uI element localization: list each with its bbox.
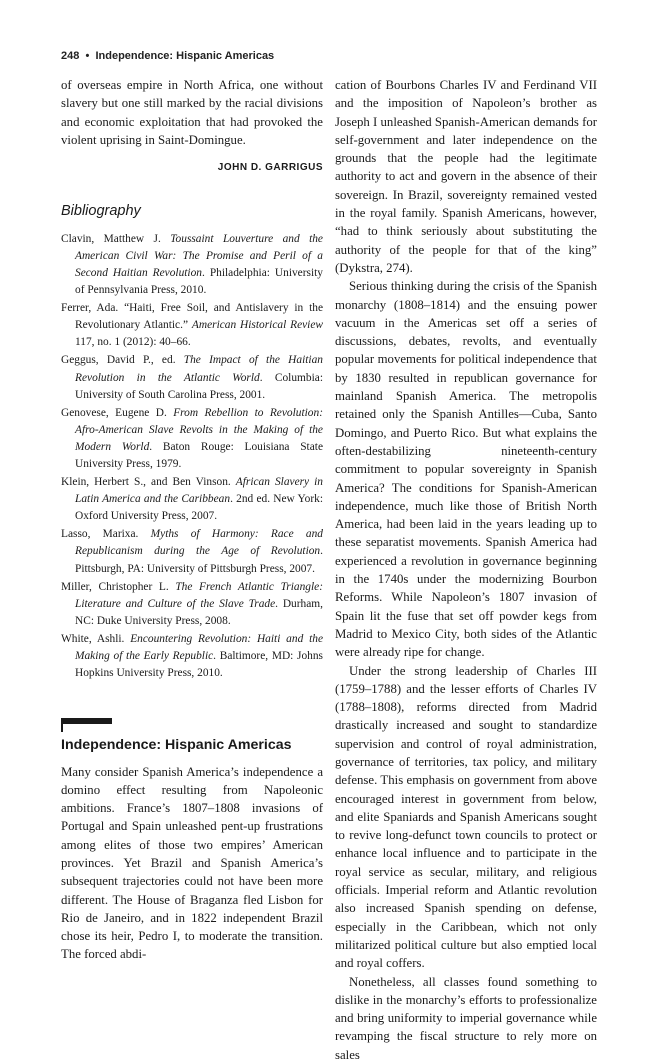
continuation-paragraph: of overseas empire in North Africa, one without slavery but one still marked by the racial divisions and economic exploitation that had provoked the violent uprising in Saint-Domingue.	[61, 78, 323, 147]
section-rule	[61, 718, 323, 730]
body-paragraph: Serious thinking during the crisis of the Spanish monarchy (1808–1814) and the ensuing power vacuum in the Americas set off a series of discussions, debates, revolts, and eventually popular movements for political independence that by 1830 resulted in republican governance for mainland Spanish America. The metropolis retained only the Spanish Antilles—Cuba, Santo Domingo, and Puerto Rico. But what explains the often-destabilizing nineteenth-century commitment to popular sovereignty in Spanish America? The conditions for Spanish-American independence, much like those of British North America, had been laid in the years leading up to these separatist movements. Spanish America had experienced a revolution in governance beginning in the 1740s under the modernizing Bourbon Reforms. While Napoleon’s 1807 invasion of Spain lit the fuse that set off powder kegs from Madrid to Mexico City, both sides of the Atlantic were already ripe for change.	[335, 279, 597, 660]
bibliography-entry	[61, 300, 323, 351]
bib-entry-publication: . Baltimore, MD: Johns Hopkins University Press, 2010.	[75, 650, 323, 680]
bibliography-entry	[61, 631, 323, 682]
section-rule-tick	[61, 718, 63, 732]
bib-entry-publication: . Baton Rouge: Louisiana State University Press, 1979.	[75, 440, 323, 470]
bibliography-entry	[61, 231, 323, 299]
bib-entry-publication: . 2nd ed. New York: Oxford University Press, 2007.	[75, 493, 323, 523]
bib-entry-publication: . Philadelphia: University of Pennsylvania Press, 2010.	[75, 266, 323, 297]
bibliography-entry	[61, 405, 323, 473]
body-paragraph: Nonetheless, all classes found something to dislike in the monarchy’s efforts to professionalize and bring uniformity to imperial governance while revamping the fiscal structure to rely more on sales	[335, 974, 597, 1062]
bib-entry-title: From Rebellion to Revolution: Afro-American Slave Revolts in the Making of the Modern World	[75, 406, 323, 453]
bibliography-entry	[61, 474, 323, 525]
running-title: Independence: Hispanic Americas	[95, 50, 275, 62]
bibliography-entry	[61, 579, 323, 630]
running-head	[61, 50, 274, 62]
bib-entry-title: The French Atlantic Triangle: Literature and Culture of the Slave Trade	[75, 580, 324, 610]
bib-entry-title: Toussaint Louverture and the American Civil War: The Promise and Peril of a Second Haitian Revolution	[75, 232, 323, 279]
body-paragraph: cation of Bourbons Charles IV and Ferdinand VII and the imposition of Napoleon’s brother as Joseph I unleashed Spanish-American demands for self-government and later independence on the grounds that the people had the legitimate authority to act and govern in the absence of their sovereign. In Brazil, sovereignty remained vested in the royal family. Spanish Americans, however, “had to think seriously about substituting the authority of the people for that of the king” (Dykstra, 274).	[335, 78, 597, 275]
bib-entry-publication: . Columbia: University of South Carolina Press, 2001.	[75, 371, 323, 401]
section-heading: Independence: Hispanic Americas	[61, 737, 292, 754]
bibliography-heading: Bibliography	[61, 203, 141, 220]
bib-entry-title: American Historical Review	[191, 319, 323, 332]
bib-entry-author: Geggus, David P., ed.	[61, 354, 184, 367]
author-byline: JOHN D. GARRIGUS	[217, 162, 323, 174]
bib-entry-title: African Slavery in Latin America and the Caribbean	[75, 476, 323, 506]
bib-entry-author: Klein, Herbert S., and Ben Vinson.	[61, 476, 236, 489]
bib-entry-publication: 117, no. 1 (2012): 40–66.	[75, 336, 191, 349]
bibliography-entry	[61, 526, 323, 577]
bib-entry-publication: . Durham, NC: Duke University Press, 2008.	[75, 597, 323, 627]
bib-entry-title: The Impact of the Haitian Revolution in the Atlantic World	[75, 354, 323, 384]
bib-entry-author: White, Ashli.	[61, 632, 131, 645]
section-rule-bar	[61, 718, 112, 724]
left-column	[61, 76, 323, 964]
bib-entry-author: Genovese, Eugene D.	[61, 406, 174, 419]
bib-entry-title: Myths of Harmony: Race and Republicanism during the Age of Revolution	[75, 528, 323, 558]
page-number: 248	[61, 50, 80, 62]
bibliography-list	[61, 231, 323, 682]
bib-entry-publication: . Pittsburgh, PA: University of Pittsburgh Press, 2007.	[75, 545, 323, 575]
bib-entry-author: Clavin, Matthew J.	[61, 232, 171, 245]
right-column	[335, 76, 597, 1064]
separator-bullet: •	[85, 50, 90, 62]
bibliography-entry	[61, 352, 323, 403]
bib-entry-title: Encountering Revolution: Haiti and the Making of the Early Republic	[75, 632, 323, 663]
bib-entry-author: Lasso, Marixa.	[61, 528, 151, 541]
section-paragraph: Many consider Spanish America’s independence a domino effect resulting from Napoleonic ambitions. France’s 1807–1808 invasions of Portugal and Spain unleashed pent-up frustrations among elites of those two empires’ American provinces. Yet Brazil and Spanish America’s subsequent trajectories could not have been more different. The House of Braganza fled Lisbon for Rio de Janeiro, and in 1822 independent Brazil chose its heir, Pedro I, to moderate the transition. The forced abdi-	[61, 764, 323, 962]
bib-entry-author: Miller, Christopher L.	[61, 580, 176, 593]
body-paragraph: Under the strong leadership of Charles III (1759–1788) and the lesser efforts of Charles IV (1788–1808), reforms directed from Madrid drastically increased and sought to standardize supervision and control of royal administration, governance of territories, tax policy, and military defense. This emphasis on government from above encouraged interest in government from below, and elite Spaniards and Spanish Americans sought to revive long-defunct town councils to protect or enhance local influence and to participate in the royal service as secular, military, and religious officials. Imperial reform and Atlantic revolution also increased Spanish spending on defense, especially in the Caribbean, which not only militarized political culture but also emptied local and royal coffers.	[335, 663, 597, 971]
bib-entry-author: Ferrer, Ada. “Haiti, Free Soil, and Antislavery in the Revolutionary Atlantic.”	[61, 302, 323, 332]
